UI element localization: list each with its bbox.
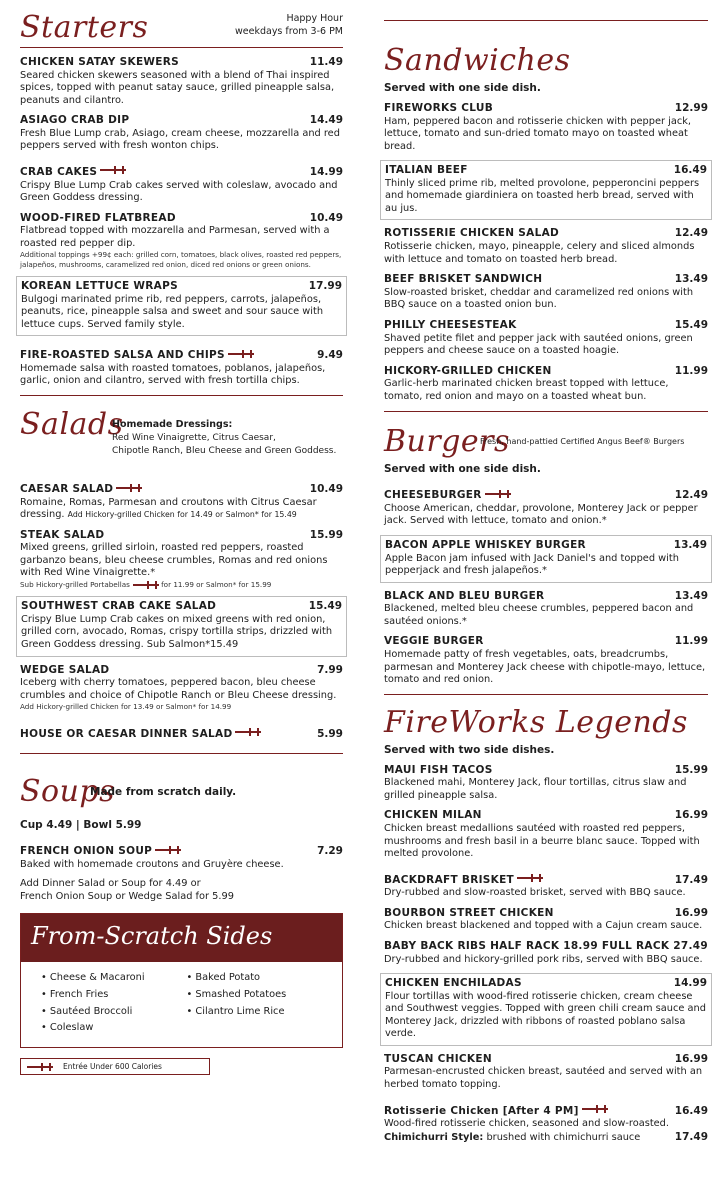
item-name: MAUI FISH TACOS [384,763,493,776]
item-desc: Chicken breast blackened and topped with a Cajun cream sauce. [384,920,703,932]
item-desc: Baked with homemade croutons and Gruyère cheese. [20,858,284,870]
item-name: ROTISSERIE CHICKEN SALAD [384,227,560,240]
under-600-fork-icon [100,166,126,174]
item-desc: Seared chicken skewers seasoned with a blend of Thai inspired spices, topped with peanut satay sauce, grilled pineapple salsa, peanuts and cilantro. [20,69,335,106]
item-name: BLACK AND BLEU BURGER [384,589,545,602]
item-desc: Mixed greens, grilled sirloin, roasted red peppers, roasted garbanzo beans, bleu cheese crumbles, Romas and red onions with Red Wine Vinaigrette.* [20,542,328,579]
item-price: 12.99 [674,102,708,114]
item-name: FRENCH ONION SOUP [20,845,153,858]
menu-item-caesar-salad[interactable] [20,477,343,522]
under-600-fork-icon [27,1063,53,1071]
item-name: CHEESEBURGER [384,489,482,502]
item-desc: Dry-rubbed and slow-roasted brisket, served with BBQ sauce. [384,887,686,899]
menu-item-beef-brisket-sandwich[interactable] [384,273,708,312]
item-half-rack: HALF RACK 18.99 [490,939,598,952]
item-price: 13.49 [674,273,708,286]
item-desc: Ham, peppered bacon and rotisserie chicken with pepper jack, lettuce, tomato and sun-dried tomato mayo on toasted wheat bread. [384,115,692,152]
menu-item-salsa-chips[interactable] [20,343,343,388]
item-desc: Flatbread topped with mozzarella and Parmesan, served with a roasted red pepper dip. [20,225,330,249]
menu-item-chicken-satay[interactable] [20,56,343,107]
item-desc: Chicken breast medallions sautéed with roasted red peppers, mushrooms and fresh basil in a beurre blanc sauce. Topped with melted provolone. [384,822,700,860]
under-600-fork-icon [235,728,261,736]
item-desc: Garlic-herb marinated chicken breast topped with lettuce, tomato, red onion and mayo on a toasted wheat bun. [384,378,669,402]
item-name: BEEF BRISKET SANDWICH [384,273,543,286]
under-600-fork-icon [228,350,254,358]
menu-item-bacon-apple-whiskey-burger[interactable] [380,535,712,583]
item-name: BACKDRAFT BRISKET [384,873,515,886]
item-desc: Crispy Blue Lump Crab cakes served with coleslaw, avocado and Green Goddess dressing. [20,179,338,204]
legends-header [384,694,708,742]
item-desc: Rotisserie chicken, mayo, pineapple, celery and sliced almonds with lettuce and tomato on toasted herb bread. [384,241,695,265]
item-price: 11.99 [674,364,708,377]
menu-item-philly-cheesesteak[interactable] [384,319,708,358]
menu-item-hickory-grilled-chicken[interactable] [384,365,708,404]
side-item: • Coleslaw [41,1020,187,1037]
sides-col2 [187,970,333,1037]
soups-note: Made from scratch daily. [90,785,237,798]
item-name: Rotisserie Chicken [After 4 PM] [384,1104,579,1117]
item-desc: Thinly sliced prime rib, melted provolone, pepperoncini peppers and homemade giardiniera on toasted herb bread, served with au jus. [385,177,700,214]
item-name: TUSCAN CHICKEN [384,1052,492,1065]
item-desc: Homemade salsa with roasted tomatoes, poblanos, jalapeños, garlic, onion and cilantro, served with fresh tortilla chips. [20,362,326,387]
menu-item-crab-cakes[interactable] [20,160,343,205]
legend-label: Entrée Under 600 Calories [63,1062,162,1072]
item-price: 11.99 [674,635,708,648]
menu-item-rotisserie-chicken[interactable] [384,1099,708,1145]
happy-hour-note [235,13,343,39]
chimichurri-desc: brushed with chimichurri sauce [486,1131,641,1143]
item-price: 13.49 [673,538,707,551]
menu-item-backdraft-brisket[interactable] [384,868,708,900]
item-name: PHILLY CHEESESTEAK [384,318,517,331]
item-price: 17.49 [674,873,708,886]
sides-col1 [41,970,187,1037]
burgers-header [384,411,708,461]
item-desc: Blackened mahi, Monterey Jack, flour tortillas, citrus slaw and grilled pineapple salsa. [384,777,687,801]
menu-item-baby-back-ribs[interactable] [384,940,708,966]
menu-item-steak-salad[interactable] [20,529,343,590]
menu-item-fireworks-club[interactable] [384,102,708,153]
under-600-fork-icon [133,581,159,589]
menu-item-bourbon-street-chicken[interactable] [384,907,708,933]
under-600-fork-icon [116,484,142,492]
item-price: 15.99 [674,763,708,776]
item-desc: Apple Bacon jam infused with Jack Daniel's and topped with pepperjack and fresh jalapeños.* [385,552,679,577]
item-desc: Blackened, melted bleu cheese crumbles, peppered bacon and sautéed onions.* [384,603,694,627]
item-name: VEGGIE BURGER [384,635,484,648]
item-desc: Wood-fired rotisserie chicken, seasoned and slow-roasted. [384,1118,670,1130]
item-name: FIRE-ROASTED SALSA AND CHIPS [20,349,225,362]
legends-sub: Served with two side dishes. [384,743,555,756]
item-name: WEDGE SALAD [20,663,110,676]
item-name: FIREWORKS CLUB [384,102,494,114]
item-price: 15.49 [674,318,708,331]
item-name: ASIAGO CRAB DIP [20,114,130,127]
item-desc: Choose American, cheddar, provolone, Monterey Jack or pepper jack. Served with lettuce, tomato and onion.* [384,502,698,527]
dressings-line1: Red Wine Vinaigrette, Citrus Caesar, [112,433,276,444]
menu-item-wedge-salad[interactable] [20,664,343,712]
menu-item-veggie-burger[interactable] [384,635,708,686]
menu-item-chicken-milan[interactable] [384,809,708,860]
item-price: 12.49 [674,489,708,502]
item-desc: Romaine, Romas, Parmesan and croutons with Citrus Caesar dressing. [20,496,317,521]
menu-item-dinner-salad[interactable] [20,722,343,742]
dressings-line2: Chipotle Ranch, Bleu Cheese and Green Goddess. [112,446,337,457]
sides-box [20,913,343,1048]
item-add: Add Hickory-grilled Chicken for 13.49 or Salmon* for 14.99 [20,702,232,712]
item-price: 10.49 [309,211,343,224]
dressings-note [112,418,336,458]
item-price: 15.49 [308,600,342,613]
menu-item-french-onion-soup[interactable] [20,839,343,871]
item-price: 12.49 [674,227,708,240]
burgers-note: Fresh, hand-pattied Certified Angus Beef® Burgers [480,436,685,446]
item-desc: Bulgogi marinated prime rib, red peppers, carrots, jalapeños, peanuts, rice, pineapple salsa and sweet and sour sauce with lettuce cups. Served family style. [21,293,324,330]
side-item: • Cheese & Macaroni [41,970,187,987]
item-name: SOUTHWEST CRAB CAKE SALAD [21,600,217,613]
chimichurri-label: Chimichurri Style: [384,1131,484,1143]
cup-bowl-price: Cup 4.49 | Bowl 5.99 [20,819,142,832]
item-price: 16.99 [674,809,708,822]
soups-add-line2: French Onion Soup or Wedge Salad for 5.99 [20,890,234,902]
soups-add-line1: Add Dinner Salad or Soup for 4.49 or [20,878,201,890]
happy-hour-line2: weekdays from 3-6 PM [235,26,343,38]
under-600-fork-icon [582,1105,608,1113]
item-price: 7.99 [317,663,343,676]
left-column [20,0,343,1200]
item-name: ITALIAN BEEF [385,164,468,177]
menu-item-maui-fish-tacos[interactable] [384,764,708,803]
item-price: 9.49 [317,349,343,362]
item-price: 16.99 [674,1052,708,1065]
soups-add-note [20,878,343,903]
item-name: KOREAN LETTUCE WRAPS [21,280,178,293]
sides-title: From-Scratch Sides [21,914,342,962]
item-price: 5.99 [317,727,343,740]
item-add-b: for 11.99 or Salmon* for 15.99 [161,579,272,589]
starters-title: Starters [20,10,149,45]
legends-title: FireWorks Legends [384,704,688,740]
under-600-fork-icon [485,490,511,498]
menu-item-flatbread[interactable] [20,212,343,269]
item-price: 11.49 [309,56,343,68]
item-name: HOUSE OR CAESAR DINNER SALAD [20,727,233,740]
sandwiches-header [384,20,708,80]
item-desc: Dry-rubbed and hickory-grilled pork ribs, served with BBQ sauce. [384,953,703,965]
under-600-fork-icon [517,874,543,882]
item-name: WOOD-FIRED FLATBREAD [20,211,176,224]
item-name: CAESAR SALAD [20,483,114,495]
item-note: Additional toppings +99¢ each: grilled corn, tomatoes, black olives, roasted red peppers, jalapeños, mushrooms, caramelized red onion, diced red onions or green onions. [20,250,342,269]
side-item: • Cilantro Lime Rice [187,1004,333,1021]
sandwiches-title: Sandwiches [384,43,571,78]
item-price: 14.99 [673,977,707,990]
item-price: 13.49 [674,589,708,602]
menu-item-korean-lettuce-wraps[interactable] [16,276,347,336]
item-price: 16.49 [674,1104,708,1117]
starters-header [20,0,343,48]
item-price: 10.49 [309,483,343,495]
menu-item-chicken-enchiladas[interactable] [380,973,712,1046]
item-full-rack: FULL RACK 27.49 [601,939,708,952]
side-item: • Smashed Potatoes [187,987,333,1004]
sandwiches-sub: Served with one side dish. [384,82,541,94]
item-desc: Flour tortillas with wood-fired rotisserie chicken, cream cheese and Southwest veggies. Topped with green chili cream sauce and Monterey Jack, drizzled with ribbons of roasted poblano salsa verde. [385,990,706,1040]
item-desc: Iceberg with cherry tomatoes, peppered bacon, bleu cheese crumbles and choice of Chipotle Ranch or Bleu Cheese dressing. [20,677,337,701]
menu-item-southwest-crab-cake-salad[interactable] [16,596,347,656]
soups-header [20,753,343,811]
item-desc: Parmesan-encrusted chicken breast, sautéed and served with an herbed tomato topping. [384,1066,703,1091]
item-desc: Slow-roasted brisket, cheddar and caramelized red onions with BBQ sauce on a toasted onion bun. [384,286,694,311]
menu-item-cheeseburger[interactable] [384,483,708,528]
menu-item-italian-beef[interactable] [380,160,712,220]
menu-item-rotisserie-chicken-salad[interactable] [384,227,708,266]
item-name: CHICKEN SATAY SKEWERS [20,56,180,68]
right-column [384,0,708,1200]
burgers-title: Burgers [384,424,510,460]
item-price: 16.49 [673,164,707,177]
side-item: • Baked Potato [187,970,333,987]
dressings-label: Homemade Dressings: [112,419,233,430]
item-desc: Homemade patty of fresh vegetables, oats, breadcrumbs, parmesan and Monterey Jack cheese with chipotle-mayo, lettuce, tomato and red onion. [384,649,706,686]
item-price: 15.99 [309,528,343,541]
item-add: Add Hickory-grilled Chicken for 14.49 or Salmon* for 15.49 [67,510,297,520]
calorie-legend [20,1058,210,1075]
item-name: CHICKEN MILAN [384,809,482,822]
happy-hour-line1: Happy Hour [286,13,343,25]
sides-lists [21,962,342,1047]
item-name: BACON APPLE WHISKEY BURGER [385,538,586,551]
item-desc: Crispy Blue Lump Crab cakes on mixed greens with red onion, grilled corn, avocado, Romas, crispy tortilla strips, drizzled with Green Goddess dressing. Sub Salmon*15.49 [21,613,333,650]
soups-title: Soups [20,774,116,810]
item-price: 17.99 [308,280,342,293]
item-name: BABY BACK RIBS [384,939,487,952]
item-price: 14.99 [309,165,343,178]
item-desc: Shaved petite filet and pepper jack with sautéed onions, green peppers and cheese sauce on a toasted hoagie. [384,332,693,357]
item-price: 14.49 [309,114,343,127]
item-price: 16.99 [674,906,708,919]
side-item: • Sautéed Broccoli [41,1004,187,1021]
item-name: CRAB CAKES [20,165,98,178]
burgers-sub: Served with one side dish. [384,463,541,476]
item-desc: Fresh Blue Lump crab, Asiago, cream cheese, mozzarella and red peppers served with fresh wonton chips. [20,127,340,152]
menu-item-tuscan-chicken[interactable] [384,1053,708,1092]
item-price: 7.29 [317,845,343,858]
item-name: STEAK SALAD [20,528,105,541]
item-name: BOURBON STREET CHICKEN [384,906,554,919]
item-name: HICKORY-GRILLED CHICKEN [384,364,552,377]
salads-title: Salads [20,407,124,442]
side-item: • French Fries [41,987,187,1004]
menu-item-asiago-crab-dip[interactable] [20,114,343,153]
under-600-fork-icon [155,846,181,854]
menu-item-black-bleu-burger[interactable] [384,590,708,629]
salads-header [20,395,343,469]
item-add-a: Sub Hickory-grilled Portabellas [20,579,130,589]
chimichurri-price: 17.49 [674,1130,708,1143]
item-name: CHICKEN ENCHILADAS [385,977,522,990]
